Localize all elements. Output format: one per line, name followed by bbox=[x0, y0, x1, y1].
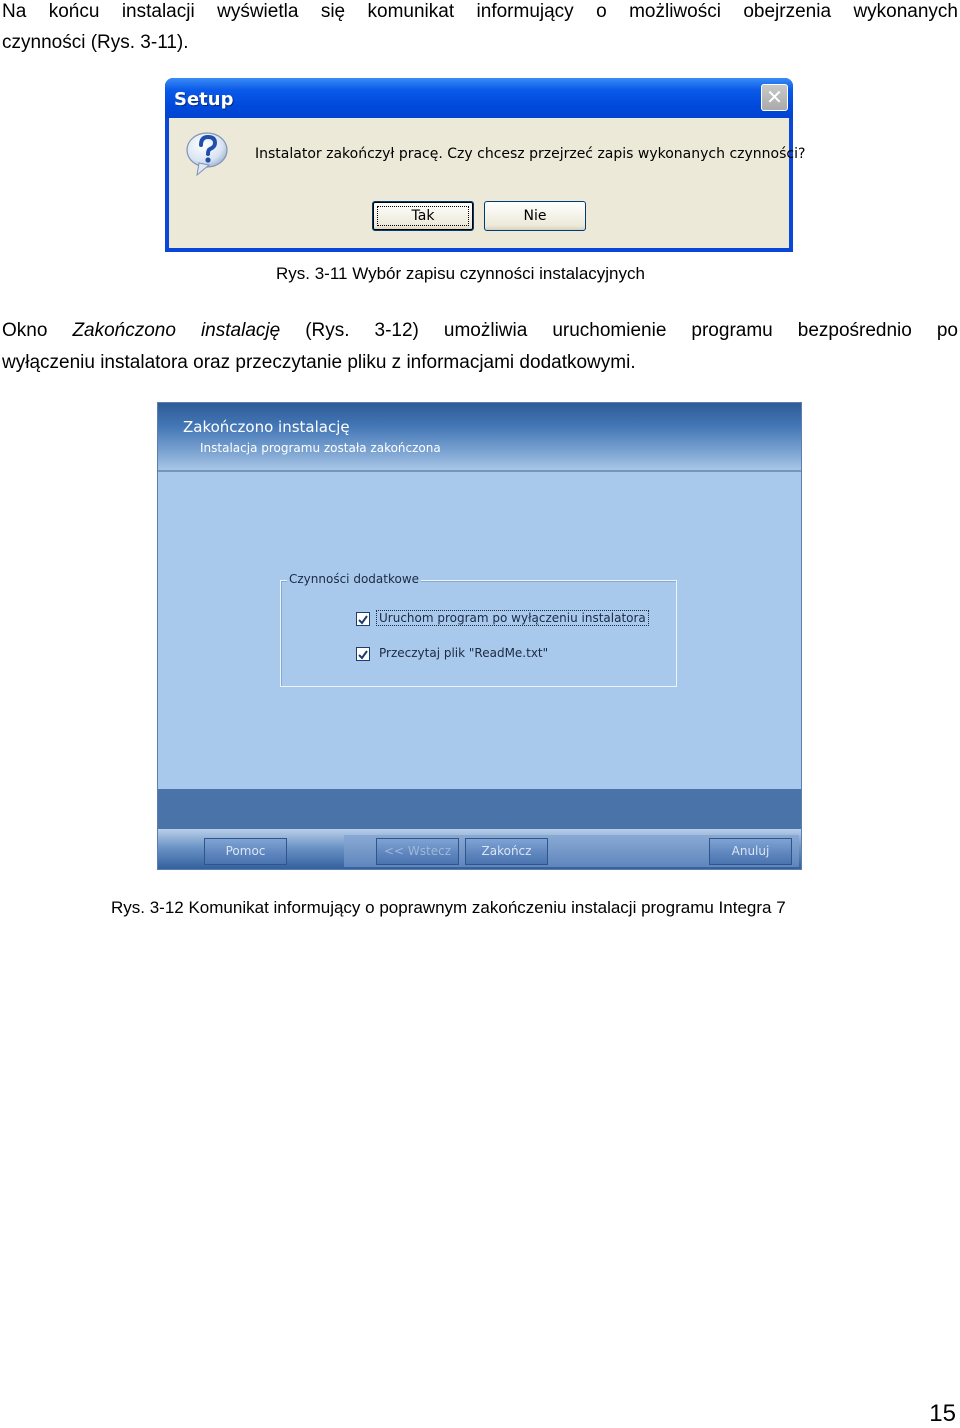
caption-fig-3-11: Rys. 3-11 Wybór zapisu czynności instalacyjnych bbox=[276, 264, 645, 283]
checkmark-icon bbox=[357, 614, 369, 626]
group-label: Czynności dodatkowe bbox=[289, 572, 420, 586]
yes-button[interactable] bbox=[372, 201, 474, 231]
setup-dialog bbox=[165, 78, 806, 252]
no-label: Nie bbox=[523, 208, 547, 224]
finish-button[interactable]: Zakończ bbox=[465, 838, 548, 865]
setup-message: Instalator zakończył pracę. Czy chcesz przejrzeć zapis wykonanych czynności? bbox=[255, 146, 806, 162]
help-button[interactable]: Pomoc bbox=[204, 838, 287, 865]
installer-subtitle: Instalacja programu została zakończona bbox=[200, 441, 441, 455]
close-button[interactable] bbox=[761, 84, 788, 111]
paragraph-2-pre: Okno bbox=[2, 320, 73, 341]
paragraph-2-line-2: wyłączeniu instalatora oraz przeczytanie pliku z informacjami dodatkowymi. bbox=[2, 352, 636, 373]
setup-title: Setup bbox=[174, 89, 234, 110]
installer-band bbox=[158, 789, 801, 829]
intro-line-2: czynności (Rys. 3-11). bbox=[2, 32, 189, 53]
focus-rect bbox=[377, 206, 469, 226]
checkbox[interactable] bbox=[356, 647, 370, 661]
caption-fig-3-12: Rys. 3-12 Komunikat informujący o poprawnym zakończeniu instalacji programu Integra 7 bbox=[111, 898, 786, 917]
paragraph-2-italic: Zakończono instalację bbox=[72, 320, 281, 341]
setup-title-bar bbox=[165, 78, 793, 118]
installer-title: Zakończono instalację bbox=[183, 418, 350, 436]
question-icon bbox=[185, 131, 233, 177]
back-button[interactable]: << Wstecz bbox=[376, 838, 459, 865]
additional-actions-group bbox=[280, 572, 677, 687]
no-button[interactable] bbox=[484, 201, 586, 231]
checkbox-label[interactable]: Uruchom program po wyłączeniu instalatora bbox=[379, 611, 646, 625]
intro-line-1: Na końcu instalacji wyświetla się komunikat informujący o możliwości obejrzenia wykonanych bbox=[2, 1, 958, 22]
close-icon: ✕ bbox=[766, 85, 783, 109]
cancel-button[interactable]: Anuluj bbox=[709, 838, 792, 865]
setup-body bbox=[169, 118, 806, 248]
checkbox-label[interactable]: Przeczytaj plik "ReadMe.txt" bbox=[379, 646, 549, 660]
paragraph-2-line-1 bbox=[2, 315, 958, 346]
page-number: 15 bbox=[929, 1400, 956, 1427]
installer-window bbox=[157, 402, 802, 870]
installer-header bbox=[158, 403, 801, 470]
checkmark-icon bbox=[357, 649, 369, 661]
paragraph-2-post: (Rys. 3-12) umożliwia uruchomienie programu bezpośrednio po bbox=[280, 320, 958, 341]
yes-label: Tak bbox=[411, 208, 435, 224]
header-divider bbox=[158, 470, 801, 472]
installer-footer bbox=[158, 829, 801, 870]
checkbox[interactable] bbox=[356, 612, 370, 626]
